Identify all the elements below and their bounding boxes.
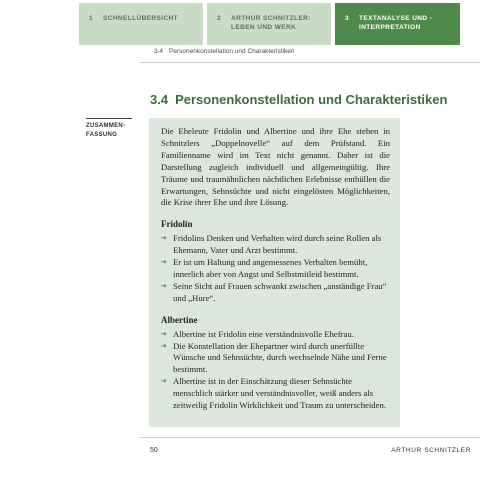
footer-divider — [140, 437, 480, 438]
arrow-right-icon: ➔ — [161, 281, 167, 290]
tab-textanalyse[interactable] — [335, 3, 460, 45]
albertine-points — [161, 329, 390, 412]
person-heading-albertine: Albertine — [161, 314, 198, 325]
arrow-right-icon: ➔ — [161, 377, 167, 386]
person-heading-fridolin: Fridolin — [161, 219, 193, 230]
arrow-right-icon: ➔ — [161, 329, 167, 338]
section-number: 3.4 — [150, 92, 169, 107]
breadcrumb-title: Personenkonstellation und Charakteristiken — [169, 48, 295, 55]
list-item: ➔ Albertine ist Fridolin eine verständnisvolle Ehefrau. — [161, 328, 354, 339]
chapter-tabs — [79, 3, 460, 45]
tab-label: SCHNELLÜBERSICHT — [103, 15, 179, 22]
arrow-right-icon: ➔ — [161, 341, 167, 350]
tab-label: ARTHUR SCHNITZLER: LEBEN UND WERK — [231, 15, 311, 31]
fridolin-points — [161, 233, 390, 304]
tab-label: TEXTANALYSE UND -INTERPRETATION — [359, 15, 433, 31]
summary-intro: Die Eheleute Fridolin und Albertine und ihre Ehe stehen in Schnitzlers „Doppelnovelle“ auf dem Prüfstand. Ein Familienname wird im Text nicht genannt. Daher ist die Darstellung zugleich individuell und allgemeingültig. Ihre Träume und traumähnlichen nächtlichen Erlebnisse enthüllen die Erwartungen, Sehnsüchte und nicht eingelösten Möglichkeiten, die Krise ihrer Ehe und ihre Lösung. — [161, 126, 390, 208]
breadcrumb-number: 3.4 — [154, 48, 164, 55]
breadcrumb — [154, 48, 294, 55]
header-divider — [140, 62, 480, 63]
list-item: ➔ Die Konstellation der Ehepartner wird durch unerfüllte Wünsche und Sehnsüchte, durch wechselnde Nähe und Ferne bestimmt. — [161, 340, 387, 375]
tab-number: 1 — [89, 15, 94, 22]
side-label — [86, 122, 132, 140]
section-title: Personenkonstellation und Charakteristiken — [175, 92, 448, 107]
section-heading — [150, 92, 447, 107]
arrow-right-icon: ➔ — [161, 258, 167, 267]
tab-leben-und-werk[interactable] — [207, 3, 331, 45]
list-item: ➔ Fridolins Denken und Verhalten wird durch seine Rollen als Ehemann, Vater und Arzt bestimmt. — [161, 233, 382, 256]
running-title: ARTHUR SCHNITZLER — [391, 447, 471, 454]
page-number: 50 — [150, 447, 158, 454]
list-item: ➔ Er ist um Haltung und angemessenes Verhalten bemüht, innerlich aber von Angst und Selbstmitleid bestimmt. — [161, 257, 368, 279]
arrow-right-icon: ➔ — [161, 234, 167, 243]
list-item: ➔ Albertine ist in der Einschätzung dieser Sehnsüchte menschlich stärker und verständnisvoller, weiß anders als zeitweilig Fridolin Wirklichkeit und Traum zu unterscheiden. — [161, 376, 387, 411]
summary-box — [149, 118, 400, 427]
tab-schnelluebersicht[interactable] — [79, 3, 203, 45]
tab-number: 2 — [217, 15, 222, 22]
side-label-divider — [86, 118, 132, 119]
tab-number: 3 — [345, 15, 350, 22]
side-label-text: ZUSAMMEN-FASSUNG — [86, 123, 126, 138]
list-item: ➔ Seine Sicht auf Frauen schwankt zwischen „anständige Frau“ und „Hure“. — [161, 280, 387, 303]
